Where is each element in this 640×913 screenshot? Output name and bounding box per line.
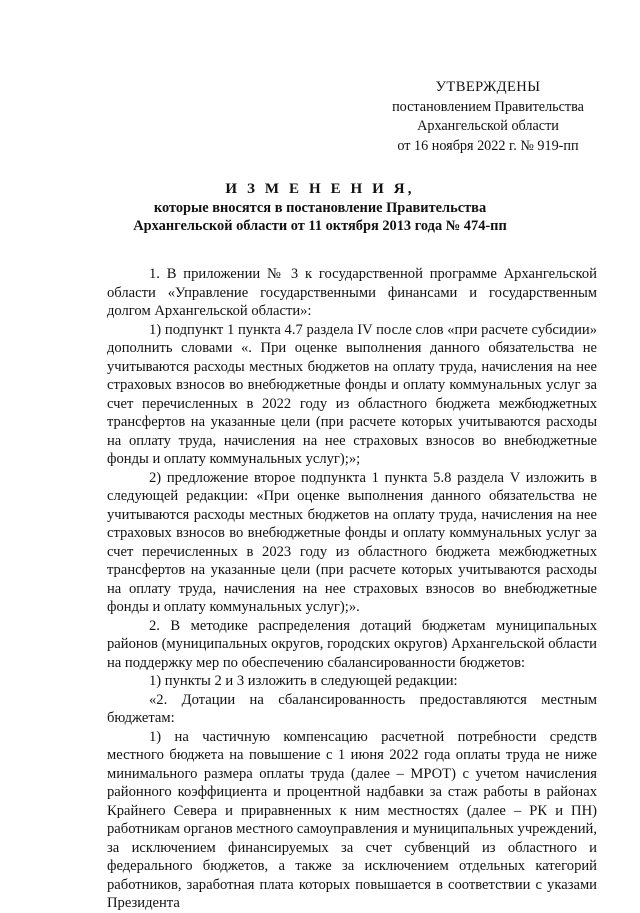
approval-line: Архангельской области [417,118,559,134]
approval-block [378,78,598,156]
document-body [107,265,597,913]
document-subtitle: которые вносятся в постановление Правительства [153,200,487,216]
paragraph: 1) подпункт 1 пункта 4.7 раздела IV после слов «при расчете субсидии» дополнить словами «. При оценке выполнения данного обязательства не учитываются расходы местных бюджетов на оплату труда, начисления на нее страховых взносов во внебюджетные фонды и оплату коммунальных услуг за счет перечисленных в 2022 году из областного бюджета межбюджетных трансфертов на указанные цели (при расчете которых учитываются расходы на оплату труда, начисления на нее страховых взносов во внебюджетные фонды и оплату коммунальных услуг);»; [107,321,597,467]
paragraph: 1. В приложении № 3 к государственной программе Архангельской области «Управление государственными финансами и государственным долгом Архангельской области»: [107,266,597,319]
paragraph: «2. Дотации на сбалансированность предоставляются местным бюджетам: [107,691,597,726]
paragraph: 1) на частичную компенсацию расчетной потребности средств местного бюджета на повышение с 1 июня 2022 года оплаты труда не ниже минимального размера оплаты труда (далее – МРОТ) с учетом начисления районного коэффициента и процентной надбавки за стаж работы в районах Крайнего Севера и приравненных к ним местностях (далее – РК и ПН) работникам органов местного самоуправления и муниципальных учреждений, за исключением финансируемых за счет субвенций из областного и федерального бюджетов, а также за исключением отдельных категорий работников, заработная плата которых повышается в соответствии с указами Президента [107,728,597,911]
paragraph: 2) предложение второе подпункта 1 пункта 5.8 раздела V изложить в следующей редакции: «При оценке выполнения данного обязательства не учитываются расходы местных бюджетов на оплату труда, начисления на нее страховых взносов во внебюджетные фонды и оплату коммунальных услуг за счет перечисленных в 2023 году из областного бюджета межбюджетных трансфертов на указанные цели (при расчете которых учитываются расходы на оплату труда, начисления на нее страховых взносов во внебюджетные фонды и оплату коммунальных услуг);». [107,469,597,615]
approval-date: от 16 ноября 2022 г. № 919-пп [397,137,579,154]
approval-line: постановлением Правительства [392,98,584,115]
document-subtitle: Архангельской области от 11 октября 2013 года № 474-пп [133,218,507,234]
paragraph: 1) пункты 2 и 3 изложить в следующей редакции: [149,673,458,689]
approval-heading: УТВЕРЖДЕНЫ [435,79,541,95]
paragraph: 2. В методике распределения дотаций бюджетам муниципальных районов (муниципальных округов, городских округов) Архангельской области на поддержку мер по обеспечению сбалансированности бюджетов: [107,617,597,671]
document-title: И З М Е Н Е Н И Я, [225,181,415,197]
